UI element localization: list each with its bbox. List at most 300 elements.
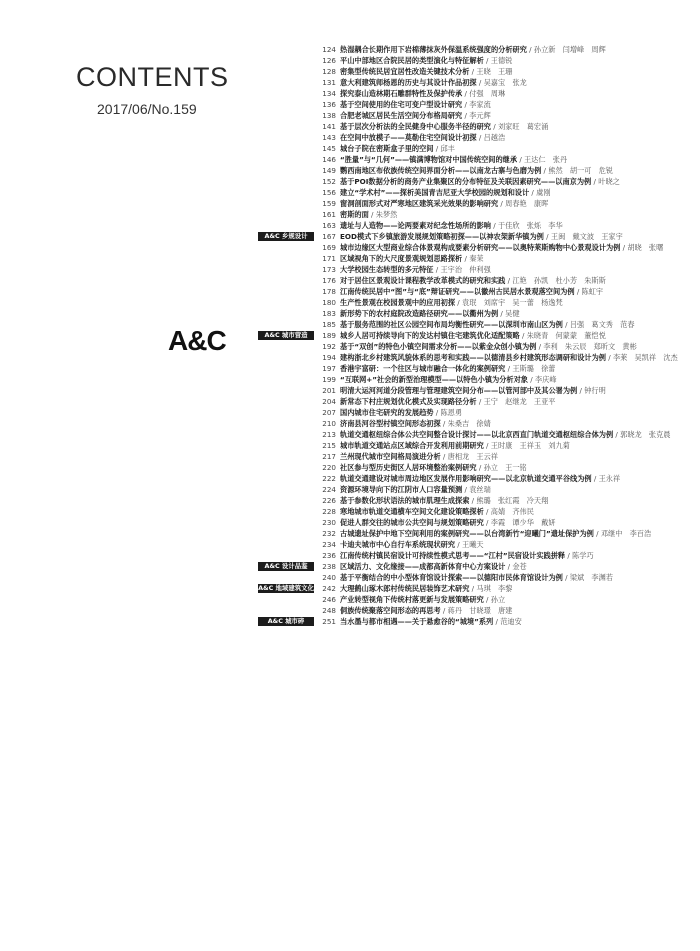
separator: / [505,276,513,285]
separator: / [543,232,551,241]
separator: / [455,298,463,307]
article-title: 济南县河谷型村镇空间形态初探 [340,419,441,428]
article-authors: 王达仁 张丹 [524,155,568,164]
separator: / [476,463,484,472]
entry-text [340,55,696,66]
toc-entry[interactable] [258,143,698,154]
toc-entry[interactable] [258,429,698,440]
separator: / [574,287,582,296]
page-number: 192 [322,342,336,351]
entry-text [340,363,696,374]
separator: / [440,419,448,428]
separator: / [433,408,441,417]
article-authors: 周春艳 康晖 [505,199,549,208]
entry-text [340,374,696,385]
toc-entry[interactable] [258,198,698,209]
page-number: 131 [322,78,336,87]
article-title: 密斯的面 [340,210,369,219]
toc-entry[interactable] [258,506,698,517]
separator: / [498,309,506,318]
article-authors: 朱梦然 [375,210,398,219]
page-number: 228 [322,507,336,516]
article-title: 城市边缘区大型商业综合体景观构成要素分析研究——以奥特莱斯购物中心景观设计为例 [340,243,621,252]
separator: / [517,155,525,164]
toc-entry[interactable] [258,407,698,418]
article-authors: 陈恩勇 [440,408,463,417]
contents-title: CONTENTS [76,62,229,92]
separator: / [529,188,537,197]
toc-entry[interactable] [258,220,698,231]
article-title: 建构浙北乡村建筑风貌体系的思考和实践——以德清县乡村建筑形态调研和设计为例 [340,353,606,362]
toc-entry[interactable] [258,176,698,187]
article-authors: 朱晓青 何蒙蒙 董恺悦 [526,331,606,340]
article-title: 探究泰山造林期石雕群特性及保护传承 [340,89,463,98]
page-number: 173 [322,265,336,274]
article-authors: 袁丝瑞 [469,485,491,494]
article-title: 基于“双创”的特色小镇空间需求分析——以紫金众创小镇为例 [340,342,537,351]
toc-entry[interactable] [258,594,698,605]
separator: / [476,78,484,87]
entry-text [340,440,696,451]
page-number: 141 [322,122,336,131]
entry-text [340,220,696,231]
page-number: 180 [322,298,336,307]
article-authors: 李霞 谭少华 戴妍 [490,518,556,527]
entry-text [340,66,696,77]
separator: / [526,45,534,54]
article-title: 区域活力、文化缘接——成都高新体育中心方案设计 [340,562,506,571]
article-title: 基于POI数据分析的商务产业集聚区的分布特征及关联因素研究——以南京为例 [340,177,592,186]
article-authors: 王德锐 [490,56,513,65]
separator: / [498,199,506,208]
article-authors: 陈虹宇 [581,287,604,296]
separator: / [591,177,599,186]
page-number: 246 [322,595,336,604]
article-title: 资源环境导向下的江阴市人口容量预测 [340,485,463,494]
toc-entry[interactable] [258,231,698,242]
article-title: 基于参数化形状语法的城市肌理生成探索 [340,496,470,505]
article-title: 遗址与人造物——论两要素对纪念性场所的影响 [340,221,491,230]
separator: / [605,353,613,362]
toc-entry[interactable] [258,616,698,627]
toc-entry[interactable] [258,165,698,176]
entry-text [340,242,696,253]
article-authors: 王晓 王珊 [476,67,513,76]
page-number: 230 [322,518,336,527]
article-authors: 朱桑吉 徐婧 [447,419,491,428]
toc-entry[interactable] [258,341,698,352]
toc-entry[interactable] [258,550,698,561]
entry-text [340,594,696,605]
separator: / [483,595,491,604]
article-authors: 范迪安 [500,617,522,626]
entry-text [340,407,696,418]
toc-entry[interactable] [258,132,698,143]
page-number: 178 [322,287,336,296]
article-title: 大理鹤山琢木郎村传统民居装饰艺术研究 [340,584,470,593]
entry-text [340,143,696,154]
article-authors: 李利 朱云辰 郑昕文 黄彬 [543,342,637,351]
page-number: 207 [322,408,336,417]
article-authors: 于佳欣 张烁 李华 [497,221,563,230]
page-number: 213 [322,430,336,439]
toc-entry[interactable] [258,55,698,66]
toc-entry[interactable] [258,561,698,572]
toc-entry[interactable] [258,66,698,77]
page-number: 176 [322,276,336,285]
separator: / [462,100,470,109]
page-number: 156 [322,188,336,197]
article-title: 意大利建筑师杨恩的历史与其设计作品初探 [340,78,477,87]
article-authors: 虞刚 [536,188,551,197]
separator: / [505,562,513,571]
article-authors: 付强 周琳 [469,89,506,98]
article-title: 江南传统村镇民宿设计可持续性模式思考——“江村”民宿设计实践拼释 [340,551,566,560]
article-authors: 孙立新 闫增峰 周辉 [533,45,606,54]
separator: / [562,320,570,329]
issue-number: 2017/06/No.159 [97,101,197,117]
section-label: A&C 设计品鉴 [258,562,314,571]
article-authors: 吴健 [505,309,520,318]
article-title: 城市轨道交通站点区域综合开发利用前期研究 [340,441,484,450]
toc-entry[interactable] [258,363,698,374]
page-number: 217 [322,452,336,461]
article-title: 合肥老城区居民生活空间分布格局研究 [340,111,463,120]
article-authors: 王永祥 [598,474,621,483]
entry-text [340,352,696,363]
page-number: 220 [322,463,336,472]
entry-text [340,462,696,473]
page-number: 136 [322,100,336,109]
separator: / [490,122,498,131]
separator: / [519,331,527,340]
entry-text [340,253,696,264]
article-authors: 金苍 [512,562,527,571]
toc-entry[interactable] [258,583,698,594]
article-authors: 秦茉 [469,254,484,263]
article-authors: 吴嘉宝 张龙 [483,78,527,87]
page-number: 189 [322,331,336,340]
page-number: 134 [322,89,336,98]
article-authors: 熊然 胡一可 危锐 [548,166,613,175]
entry-text [340,550,696,561]
entry-text [340,429,696,440]
article-title: 对于居住区景观设计课程教学改革模式的研究和实践 [340,276,506,285]
article-title: 香港宇富研：一个往区与城市融合一体化的案例研究 [340,364,506,373]
toc-entry[interactable] [258,418,698,429]
toc-entry[interactable] [258,110,698,121]
separator: / [591,474,599,483]
entry-text [340,154,696,165]
page-number: 161 [322,210,336,219]
separator: / [565,551,573,560]
entry-text [340,297,696,308]
article-authors: 江艳 孙凯 杜小芳 朱斯斯 [512,276,606,285]
page-number: 171 [322,254,336,263]
toc-entry[interactable] [258,374,698,385]
separator: / [593,529,601,538]
page-number: 234 [322,540,336,549]
page-number: 163 [322,221,336,230]
page-number: 232 [322,529,336,538]
toc-entry[interactable] [258,187,698,198]
separator: / [462,485,470,494]
entry-text [340,451,696,462]
article-title: 热湿耦合长期作用下岩棉薄抹灰外保温系统强度的分析研究 [340,45,527,54]
page-number: 242 [322,584,336,593]
toc-entry[interactable] [258,528,698,539]
separator: / [490,221,498,230]
page-number: 124 [322,45,336,54]
article-title: 当水墨与都市相遇——关于悬愈谷的“城境”系列 [340,617,494,626]
toc-entry[interactable] [258,517,698,528]
article-title: 国内城市住宅研究的发展趋势 [340,408,434,417]
separator: / [462,111,470,120]
article-title: 在空间中放模子——莫勒住宅空间设计初探 [340,133,477,142]
article-authors: 蒋丹 甘晓璟 唐建 [447,606,513,615]
table-of-contents [258,44,698,627]
article-title: 侗族传统聚落空间形态的再思考 [340,606,441,615]
toc-entry[interactable] [258,451,698,462]
entry-text [340,165,696,176]
article-authors: 钟行明 [584,386,606,395]
toc-entry[interactable] [258,209,698,220]
article-title: 古城遗址保护中地下空间利用的案例研究——以台湾新竹“迎曦门”遗址保护为例 [340,529,594,538]
toc-entry[interactable] [258,253,698,264]
entry-text [340,616,696,627]
separator: / [541,166,549,175]
entry-text [340,209,696,220]
article-authors: 王时康 王祥玉 刘九菊 [490,441,570,450]
article-authors: 袁珉 刘席宇 吴一蕾 杨逸梵 [462,298,563,307]
entry-text [340,605,696,616]
article-title: 基于层次分析法的全民健身中心服务半径的研究 [340,122,491,131]
toc-entry[interactable] [258,77,698,88]
article-authors: 刘家旺 葛宏涌 [497,122,549,131]
article-title: 建立“学术村”——探析美国青吉尼亚大学校园的规划和设计 [340,188,530,197]
article-authors: 吕越浩 [483,133,506,142]
separator: / [476,397,484,406]
separator: / [476,133,484,142]
toc-entry[interactable] [258,264,698,275]
toc-entry[interactable] [258,275,698,286]
entry-text [340,495,696,506]
entry-text [340,176,696,187]
toc-entry[interactable] [258,88,698,99]
page-number: 167 [322,232,336,241]
toc-entry[interactable] [258,385,698,396]
toc-entry[interactable] [258,297,698,308]
entry-text [340,44,696,55]
toc-entry[interactable] [258,462,698,473]
page-number: 185 [322,320,336,329]
article-authors: 王闽 戴文波 王家宇 [550,232,623,241]
toc-entry[interactable] [258,396,698,407]
separator: / [483,518,491,527]
entry-text [340,187,696,198]
article-title: 大学校园生态转型的多元特征 [340,265,434,274]
page-number: 248 [322,606,336,615]
separator: / [469,584,477,593]
toc-entry[interactable] [258,484,698,495]
article-authors: 王宁 赵继龙 王亚平 [483,397,556,406]
article-authors: 高婧 齐伟民 [490,507,534,516]
article-title: 生产性景观在校园景观中的应用初探 [340,298,456,307]
article-title: 密集型传统民居宜居性改造关键技术分析 [340,67,470,76]
entry-text [340,385,696,396]
article-authors: 李莱 吴凯祥 沈杰 [612,353,678,362]
toc-entry[interactable] [258,286,698,297]
left-column [0,0,228,951]
separator: / [577,386,585,395]
entry-text [340,539,696,550]
entry-text [340,528,696,539]
section-label: A&C 城市碎 [258,617,314,626]
separator: / [527,375,535,384]
article-authors: 李元辉 [469,111,491,120]
article-title: 基于空间使用的住宅可变户型设计研究 [340,100,463,109]
separator: / [368,210,376,219]
separator: / [536,342,544,351]
page-number: 197 [322,364,336,373]
article-authors: 王斯璐 徐蕾 [512,364,556,373]
entry-text [340,319,696,330]
entry-text [340,121,696,132]
separator: / [469,67,477,76]
entry-text [340,132,696,143]
article-title: 平山中部地区合院民居的类型演化与特征解析 [340,56,484,65]
page-number: 159 [322,199,336,208]
entry-text [340,308,696,319]
page-number: 215 [322,441,336,450]
page-number: 240 [322,573,336,582]
entry-text [340,583,696,594]
separator: / [483,56,491,65]
separator: / [483,507,491,516]
article-authors: 邓继中 李百浩 [600,529,652,538]
section-label: A&C 城市营造 [258,331,314,340]
entry-text [340,561,696,572]
toc-entry[interactable] [258,242,698,253]
toc-entry[interactable] [258,319,698,330]
article-title: 产业转型视角下传统村落更新与发展策略研究 [340,595,484,604]
entry-text [340,264,696,275]
toc-entry[interactable] [258,539,698,550]
article-title: 新常态下村庄规划优化模式及实现路径分析 [340,397,477,406]
article-title: 区域视角下的大尺度景观规划思路探析 [340,254,463,263]
separator: / [620,243,628,252]
entry-text [340,231,696,242]
toc-entry[interactable] [258,121,698,132]
toc-entry[interactable] [258,44,698,55]
entry-text [340,473,696,484]
page-number: 201 [322,386,336,395]
toc-entry[interactable] [258,99,698,110]
entry-text [340,77,696,88]
entry-text [340,341,696,352]
page-number: 204 [322,397,336,406]
entry-text [340,88,696,99]
article-title: 新形势下的农村庭院改造路径研究——以衢州为例 [340,309,499,318]
entry-text [340,330,696,341]
toc-entry[interactable] [258,495,698,506]
separator: / [433,144,441,153]
page-number: 183 [322,309,336,318]
page-number: 126 [322,56,336,65]
entry-text [340,396,696,407]
entry-text [340,99,696,110]
article-authors: 陈学巧 [572,551,594,560]
article-authors: 李家流 [469,100,491,109]
entry-text [340,198,696,209]
page-number: 194 [322,353,336,362]
separator: / [483,441,491,450]
page-number: 222 [322,474,336,483]
article-authors: 吕强 葛文秀 范春 [569,320,635,329]
entry-text [340,275,696,286]
toc-entry[interactable] [258,308,698,319]
section-label: A&C 乡规设计 [258,232,314,241]
page-number: 145 [322,144,336,153]
separator: / [455,540,463,549]
page-number: 149 [322,166,336,175]
separator: / [613,430,621,439]
toc-entry[interactable] [258,330,698,341]
toc-entry[interactable] [258,473,698,484]
entry-text [340,286,696,297]
journal-logo: A&C [168,325,226,356]
article-authors: 熊璐 张红霞 冷天翔 [476,496,549,505]
entry-text [340,572,696,583]
article-title: 卡迪夫城市中心自行车系统现状研究 [340,540,456,549]
page-number: 226 [322,496,336,505]
toc-entry[interactable] [258,154,698,165]
entry-text [340,110,696,121]
toc-entry[interactable] [258,440,698,451]
article-title: 社区参与型历史街区人居环境整治案例研究 [340,463,477,472]
page-number: 143 [322,133,336,142]
separator: / [462,254,470,263]
page-number: 138 [322,111,336,120]
entry-text [340,418,696,429]
article-title: “胜量”与“几何”——镇满博物馆对中国传统空间的继承 [340,155,518,164]
article-title: 江南传统民居中“图”与“底”辩证研究——以徽州古民居水景观落空间为例 [340,287,575,296]
separator: / [469,496,477,505]
entry-text [340,517,696,528]
page-number: 210 [322,419,336,428]
article-authors: 梁斌 李渊若 [569,573,613,582]
article-authors: 邱丰 [440,144,455,153]
separator: / [462,89,470,98]
page-number: 224 [322,485,336,494]
toc-entry[interactable] [258,605,698,616]
article-title: 城台子院在密斯盒子里的空间 [340,144,434,153]
article-authors: 马琪 李黎 [476,584,513,593]
separator: / [440,606,448,615]
article-authors: 胡晓 张曙 [627,243,664,252]
page-number: 199 [322,375,336,384]
article-title: 轨道交通建设对城市周边地区发展作用影响研究——以北京轨道交通平谷线为例 [340,474,592,483]
page-number: 128 [322,67,336,76]
page-number: 169 [322,243,336,252]
article-authors: 郭晓龙 张克晨 [620,430,671,439]
entry-text [340,484,696,495]
toc-entry[interactable] [258,352,698,363]
toc-entry[interactable] [258,572,698,583]
page-number: 146 [322,155,336,164]
article-title: 促进人群交往的城市公共空间与规划策略研究 [340,518,484,527]
article-authors: 王曦天 [462,540,484,549]
